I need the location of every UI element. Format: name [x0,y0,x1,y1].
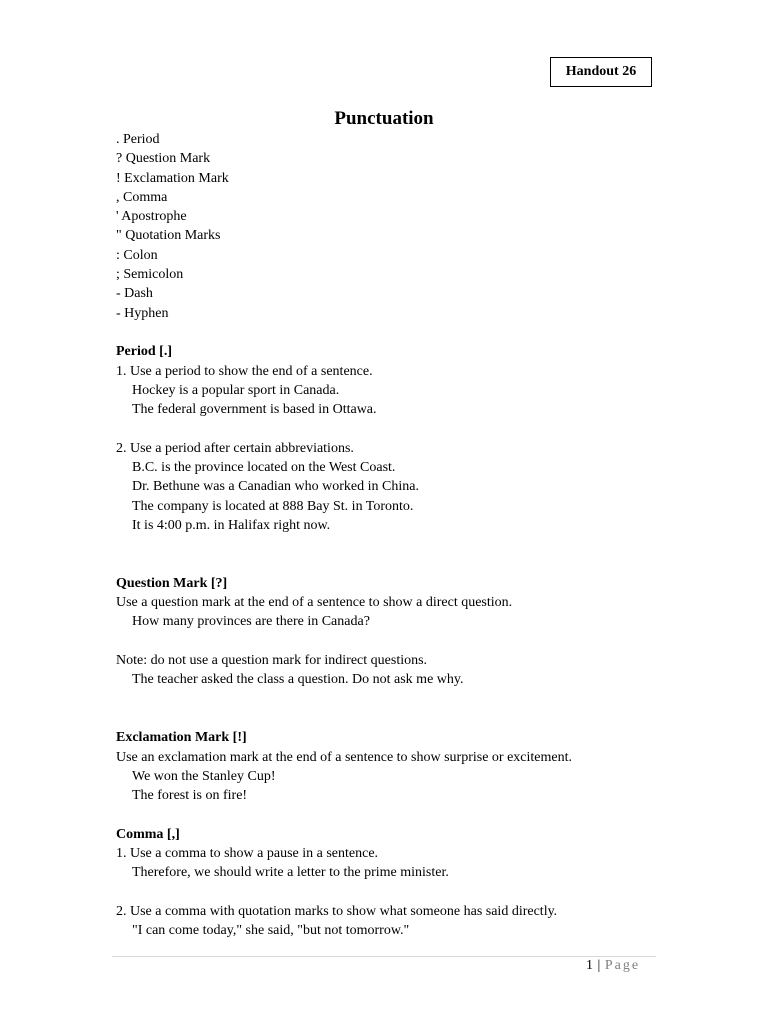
example-sentence: B.C. is the province located on the West Coast. [132,460,396,476]
section-heading: Exclamation Mark [!] [116,730,247,746]
comma-section [116,825,676,941]
list-item: - Dash [116,286,153,302]
list-item: ' Apostrophe [116,209,187,225]
example-sentence: Dr. Bethune was a Canadian who worked in China. [132,479,419,495]
rule-text: Use an exclamation mark at the end of a sentence to show surprise or excitement. [116,749,573,765]
example-sentence: How many provinces are there in Canada? [132,614,370,630]
rule-text: 1. Use a comma to show a pause in a sentence. [116,845,379,861]
page-word: Page [604,958,641,973]
example-sentence: We won the Stanley Cup! [132,768,276,784]
example-sentence: The federal government is based in Ottawa. [132,402,377,418]
list-item: " Quotation Marks [116,228,221,244]
rule-text: 2. Use a comma with quotation marks to show what someone has said directly. [116,903,558,919]
example-sentence: The teacher asked the class a question. Do not ask me why. [132,672,464,688]
list-item: ; Semicolon [116,267,184,283]
section-heading: Comma [,] [116,826,180,842]
handout-label: Handout 26 [550,57,652,87]
rule-text: Use a question mark at the end of a sentence to show a direct question. [116,595,513,611]
list-item: . Period [116,132,160,147]
note-text: Note: do not use a question mark for indirect questions. [116,653,428,669]
list-item: - Hyphen [116,305,169,321]
list-item: ! Exclamation Mark [116,170,229,186]
question-mark-section [116,574,676,690]
example-sentence: Hockey is a popular sport in Canada. [132,382,340,398]
exclamation-mark-section [116,728,676,805]
example-sentence: It is 4:00 p.m. in Halifax right now. [132,517,331,533]
example-sentence: "I can come today," she said, "but not tomorrow." [132,923,410,939]
rule-text: 1. Use a period to show the end of a sentence. [116,363,373,379]
punctuation-marks-list [116,130,676,323]
footer-divider [112,956,656,957]
page-footer [586,958,640,974]
section-heading: Question Mark [?] [116,575,228,591]
list-item: , Comma [116,189,168,205]
period-section [116,342,676,535]
footer-separator: | [593,958,605,973]
page-title: Punctuation [334,108,434,129]
list-item: : Colon [116,247,158,263]
rule-text: 2. Use a period after certain abbreviations. [116,440,354,456]
list-item: ? Question Mark [116,151,211,167]
page-number: 1 [586,958,594,973]
document-body [116,130,676,940]
example-sentence: The company is located at 888 Bay St. in Toronto. [132,498,414,514]
example-sentence: Therefore, we should write a letter to the prime minister. [132,865,449,881]
section-heading: Period [.] [116,344,172,360]
example-sentence: The forest is on fire! [132,788,248,804]
